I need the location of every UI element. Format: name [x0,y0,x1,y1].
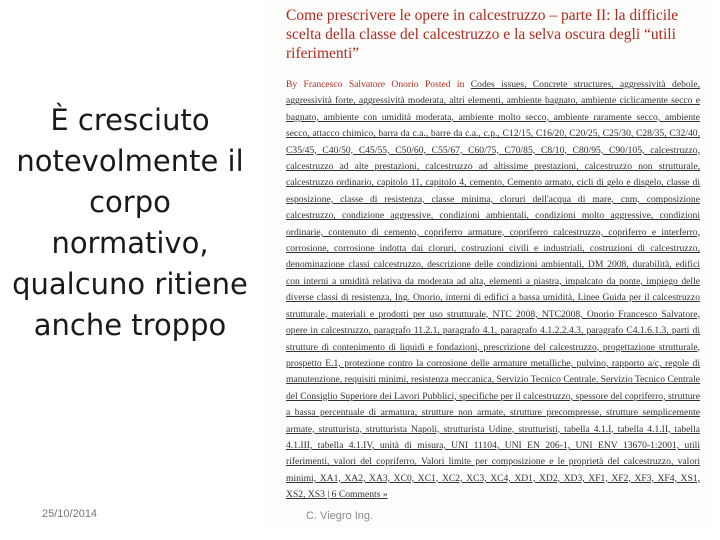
article-body [286,77,700,504]
tag-list[interactable]: Codes issues, Concrete structures, aggressività debole, aggressività forte, aggressività moderata, altri elementi, ambiente bagnato, ambiente ciclicamente secco e bagnato, ambiente con umidità moderata, ambiente molto secco, ambiente raramente secco, ambiente secco, attacco chimico, barra da c.a., barre da c.a., c.p., C12/15, C16/20, C20/25, C25/30, C28/35, C32/40, C35/45, C40/50, C45/55, C50/60, C55/67, C60/75, C70/85, C8/10, C80/95, C90/105, calcestruzzo, calcestruzzo ad alte prestazioni, calcestruzzo ad altissime prestazioni, calcestruzzo non strutturale, calcestruzzo ordinario, capitolo 11, capitolo 4, cemento, Cemento armato, cicli di gelo e disgelo, classe di esposizione, classe di resistenza, classe minima, cloruri dell'acqua di mare, cnm, composizione calcestruzzo, condizione aggressive, condizioni ambientali, condizioni molto aggressive, condizioni ordinarie, contenuto di cemento, copriferro armature, copriferro calcestruzzo, copriferro e interferro, corrosione, corrosione indotta dai cloruri, costruzioni civili e industriali, costruzioni di calcestruzzo, denominazione classi calcestruzzo, descrizione delle condizioni ambientali, DM 2008, durabilità, edifici con interni a umidità relativa da moderata ad alta, elementi a piastra, impalcato da ponte, impiego delle diverse classi di resistenza, Ing. Onorio, interni di edifici a bassa umidità, Linee Guida per il calcestruzzo strutturale, materiali e prodotti per uso strutturale, NTC 2008, NTC2008, Onorio Francesco Salvatore, opere in calcestruzzo, paragrafo 11.2.1, paragrafo 4.1, paragrafo 4.1.2.2.4.3, paragrafo C4.1.6.1.3, parti di strutture di contenimento di liquidi e fondazioni, prescrizione del calcestruzzo, progettazione strutturale, prospetto E.1, protezione contro la corrosione delle armature metalliche, pulvino, rapporto a/c, regole di manutenzione, requisiti minimi, resistenza meccanica, Servizio Tecnico Centrale, Servizio Tecnico Centrale del Consiglio Superiore dei Lavori Pubblici, specifiche per il calcestruzzo, spessore del copriferro, strutture a bassa percentuale di armatura, strutture non armate, strutture precompresse, strutture semplicemente armate, strutturista, strutturista Napoli, strutturista Udine, strutturisti, tabella 4.1.I, tabella 4.1.II, tabella 4.1.III, tabella 4.1.IV, unità di misura, UNI 11104, UNI EN 206-1, UNI ENV 13670-1:2001, utili riferimenti, valori del copriferro, Valori limite per composizione e le proprietà del calcestruzzo, valori minimi, XA1, XA2, XA3, XC0, XC1, XC2, XC3, XC4, XD1, XD2, XD3, XF1, XF2, XF3, XF4, XS1, XS2, XS3 | 6 Comments » [286,79,700,501]
footer-date: 25/10/2014 [42,508,98,520]
footer-author: C. Viegro Ing. [306,510,374,522]
article-tags[interactable] [286,79,700,500]
slide-main-text: È cresciuto notevolmente il corpo normativo, qualcuno ritiene anche troppo [12,103,248,342]
article-title[interactable]: Come prescrivere le opere in calcestruzzo – parte II: la difficile scelta della classe del calcestruzzo e la selva oscura degli “utili riferimenti” [286,7,679,62]
article-byline: By Francesco Salvatore Onorio Posted in [286,79,465,90]
article-screenshot [266,0,710,528]
